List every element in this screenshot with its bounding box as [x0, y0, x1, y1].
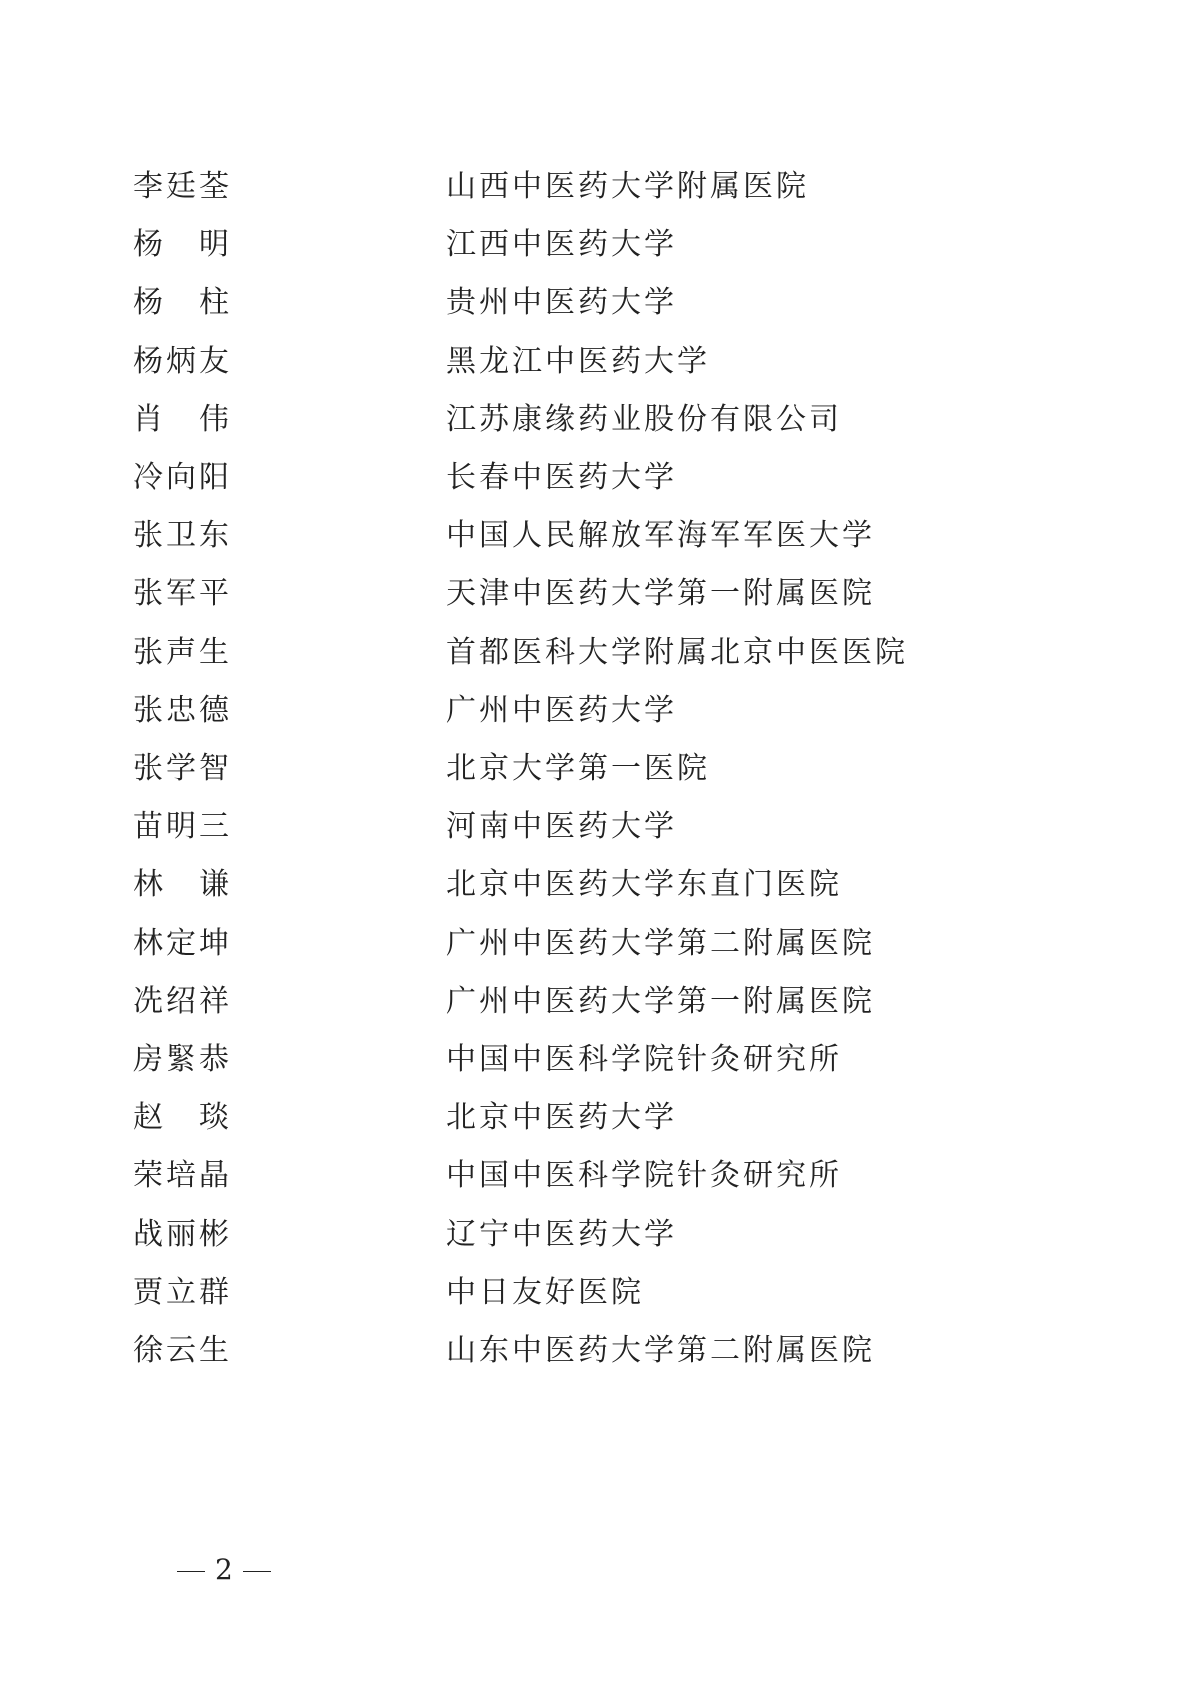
person-name: 冼绍祥 [133, 983, 232, 1019]
institution-name: 广州中医药大学第二附属医院 [446, 925, 875, 961]
list-item [0, 1263, 1191, 1323]
person-name: 杨炳友 [133, 343, 232, 379]
person-name: 张军平 [133, 576, 232, 612]
list-item [0, 1030, 1191, 1090]
list-item [0, 273, 1191, 333]
list-item [0, 1088, 1191, 1148]
person-name: 赵 琰 [133, 1100, 232, 1136]
institution-name: 贵州中医药大学 [446, 285, 677, 321]
institution-name: 山东中医药大学第二附属医院 [446, 1333, 875, 1368]
list-item [0, 448, 1191, 508]
institution-name: 江西中医药大学 [446, 227, 677, 263]
person-name: 冷向阳 [133, 460, 232, 495]
institution-name: 江苏康缘药业股份有限公司 [446, 401, 842, 437]
list-item [0, 1321, 1191, 1381]
list-item [0, 506, 1191, 566]
institution-name: 北京中医药大学 [446, 1100, 677, 1136]
list-item [0, 797, 1191, 857]
person-name: 杨 柱 [133, 285, 232, 321]
person-name: 李廷荃 [133, 169, 232, 204]
institution-name: 北京大学第一医院 [446, 751, 710, 786]
list-item [0, 564, 1191, 624]
page-number: 2 [215, 1553, 233, 1586]
list-item [0, 332, 1191, 392]
person-name: 荣培晶 [133, 1158, 232, 1194]
institution-name: 北京中医药大学东直门医院 [446, 867, 842, 903]
person-name: 苗明三 [133, 809, 232, 845]
list-item [0, 972, 1191, 1032]
person-name: 杨 明 [133, 227, 232, 263]
institution-name: 黑龙江中医药大学 [446, 343, 710, 379]
person-name: 房緊恭 [133, 1042, 232, 1077]
institution-name: 山西中医药大学附属医院 [446, 169, 809, 204]
institution-name: 天津中医药大学第一附属医院 [446, 576, 875, 612]
list-item [0, 681, 1191, 741]
person-name: 战丽彬 [133, 1216, 232, 1252]
person-name: 肖 伟 [133, 401, 232, 437]
person-name: 徐云生 [133, 1333, 232, 1368]
institution-name: 中日友好医院 [446, 1274, 644, 1310]
institution-name: 中国中医科学院针灸研究所 [446, 1158, 842, 1194]
institution-name: 长春中医药大学 [446, 460, 677, 495]
institution-name: 广州中医药大学第一附属医院 [446, 983, 875, 1019]
list-item [0, 855, 1191, 915]
footer-dash-right [243, 1571, 271, 1572]
footer-dash-left [177, 1571, 205, 1572]
institution-name: 辽宁中医药大学 [446, 1216, 677, 1252]
page-footer [167, 1550, 281, 1590]
list-item [0, 739, 1191, 799]
list-item [0, 623, 1191, 683]
institution-name: 广州中医药大学 [446, 692, 677, 728]
person-name: 贾立群 [133, 1274, 232, 1310]
person-name: 张声生 [133, 634, 232, 670]
institution-name: 中国中医科学院针灸研究所 [446, 1042, 842, 1077]
institution-name: 首都医科大学附属北京中医医院 [446, 634, 908, 670]
list-item [0, 1205, 1191, 1265]
person-name: 林 谦 [133, 867, 232, 903]
list-item [0, 390, 1191, 450]
person-name: 张学智 [133, 751, 232, 786]
person-name: 张忠德 [133, 692, 232, 728]
person-name: 林定坤 [133, 925, 232, 961]
list-item [0, 157, 1191, 217]
list-item [0, 1146, 1191, 1206]
list-item [0, 914, 1191, 974]
list-item [0, 215, 1191, 275]
institution-name: 河南中医药大学 [446, 809, 677, 845]
institution-name: 中国人民解放军海军军医大学 [446, 518, 875, 554]
person-name: 张卫东 [133, 518, 232, 554]
